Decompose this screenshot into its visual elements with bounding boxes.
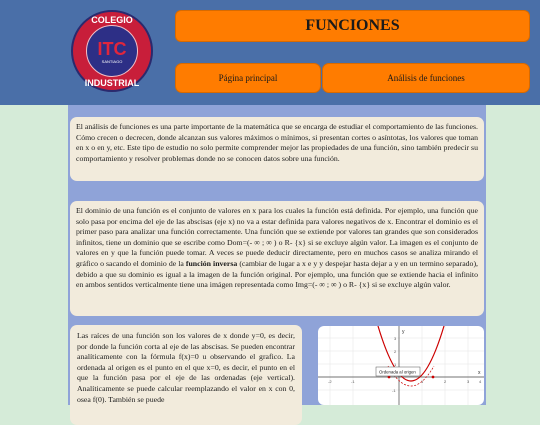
page-title-box bbox=[175, 10, 530, 42]
y-tick: -1 bbox=[392, 388, 396, 393]
intro-panel bbox=[70, 117, 484, 181]
logo-sub-text: SANTIAGO bbox=[101, 59, 123, 64]
logo-ring-bottom-text: INDUSTRIAL bbox=[84, 78, 140, 88]
main-content bbox=[68, 105, 486, 405]
graph-grid bbox=[318, 326, 484, 405]
function-graph bbox=[318, 326, 484, 405]
logo-inner-circle bbox=[86, 25, 138, 77]
root-point-right bbox=[432, 376, 435, 379]
logo-mark: ITC bbox=[97, 39, 127, 59]
page-title: FUNCIONES bbox=[305, 17, 400, 34]
header bbox=[0, 0, 540, 105]
x-tick: -2 bbox=[328, 379, 332, 384]
roots-text: Las raíces de una función son los valores de x donde y=0, es decir, por donde la función corta al eje de las abscisas. Se pueden encontrar analíticamente con la fórmula f(x)=0 u observando el grafico. La ordenada al origen es el punto en el que x=0, es decir, el punto en el que la función pasa por el eje de las ordenadas (eje vertical). Analíticamente se puede calcular reemplazando el valor en x con 0, osea f(0). También se puede bbox=[77, 331, 295, 404]
logo-ring-top-text: COLEGIO bbox=[91, 15, 133, 25]
x-tick: 1 bbox=[421, 379, 424, 384]
graph-svg bbox=[318, 326, 484, 405]
y-tick: 1 bbox=[394, 362, 397, 367]
nav-button-analysis[interactable]: Análisis de funciones bbox=[322, 63, 530, 93]
x-tick: 2 bbox=[444, 379, 447, 384]
x-tick: 4 bbox=[479, 379, 482, 384]
x-tick: -1 bbox=[351, 379, 355, 384]
y-tick: 2 bbox=[394, 349, 397, 354]
school-logo[interactable] bbox=[71, 10, 153, 92]
intro-text: El análisis de funciones es una parte importante de la matemática que se encarga de estudiar el comportamiento de las funciones. Cómo crecen o decrecen, donde alcanzan sus valores máximos o mínimos, si presentan cortes o asíntotas, los valores que toman en x o en y, etc. Este tipo de estudio no solo permite comprender mejor las propiedades de una función, sino también predecir su comportamiento y resolver problemas donde no se conocen datos sobre una función. bbox=[76, 122, 478, 163]
y-axis-label: y bbox=[402, 329, 405, 335]
y-tick: 3 bbox=[394, 336, 397, 341]
tooltip-text: Ordenada al origen bbox=[379, 369, 416, 375]
x-axis-label: x bbox=[478, 370, 481, 376]
x-tick: 3 bbox=[467, 379, 470, 384]
domain-text-bold: función inversa bbox=[185, 258, 238, 268]
roots-panel bbox=[70, 325, 302, 425]
domain-text-before: El dominio de una función es el conjunto de valores en x para los cuales la función está definida. Por ejemplo, una función que solo pasa por encima del eje de las abscisas (eje x) no va a estar definida para valores negativos de x. Encontrar el dominio es el primer paso para analizar una función correctamente. Una función que se extiende por valores tan grandes que son considerados infinitos, tiene un dominio que se escribe como Dom=(- ∞ ; ∞ ) o R- {x} si se excluye algún valor. La imagen es el conjunto de valores en y que la función puede tomar. A veces se puede deducir directamente, pero en muchos casos se analiza mirando el gráfico o sacando el dominio de la bbox=[76, 206, 478, 268]
domain-text-after: (cambiar de lugar a x e y y despejar hasta dejar a y en un termino separado), debido a que su dominio es igual a la imagen de la función original. Por ejemplo, una función que se extiende hacia el infinito en ambos sentidos verticalmente tiene una imágen representada como Img=(- ∞ ; ∞ ) o R- {x} si se excluye algún valor. bbox=[76, 258, 479, 290]
domain-panel bbox=[70, 201, 484, 316]
nav-button-home[interactable]: Página principal bbox=[175, 63, 321, 93]
